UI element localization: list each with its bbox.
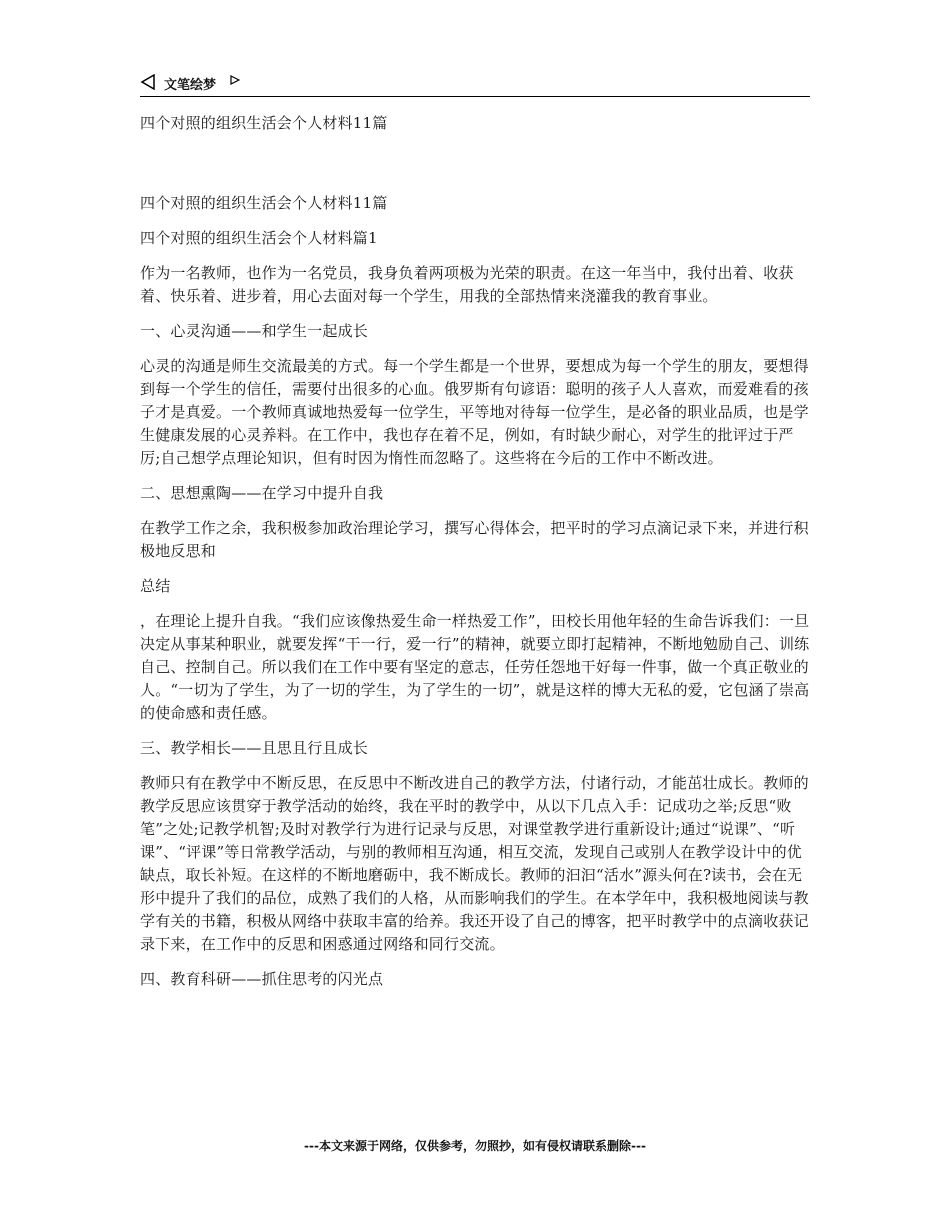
page-footer: ---本文来源于网络，仅供参考，勿照抄，如有侵权请联系删除--- bbox=[304, 1139, 646, 1153]
brand-name: 文笔绘梦 bbox=[164, 78, 217, 93]
section-heading-1: 一、心灵沟通——和学生一起成长 bbox=[140, 322, 369, 340]
paragraph-1: 心灵的沟通是师生交流最美的方式。每一个学生都是一个世界，要想成为每一个学生的朋友，要想得到每一个学生的信任，需要付出很多的心血。俄罗斯有句谚语：聪明的孩子人人喜欢，而爱难看的孩子才是真爱。一个教师真诚地热爱每一位学生，平等地对待每一位学生，是必备的职业品质，也是学生健康发展的心灵养料。在工作中，我也存在着不足，例如，有时缺少耐心，对学生的批评过于严厉;自己想学点理论知识，但有时因为惰性而忽略了。这些将在今后的工作中不断改进。 bbox=[140, 357, 809, 467]
document-subtitle: 四个对照的组织生活会个人材料篇1 bbox=[140, 229, 378, 247]
paragraph-intro: 作为一名教师，也作为一名党员，我身负着两项极为光荣的职责。在这一年当中，我付出着、收获着、快乐着、进步着，用心去面对每一个学生，用我的全部热情来浇灌我的教育事业。 bbox=[140, 264, 794, 305]
paragraph-2-word: 总结 bbox=[140, 577, 171, 595]
section-heading-3: 三、教学相长——且思且行且成长 bbox=[140, 739, 369, 757]
document-title: 四个对照的组织生活会个人材料11篇 bbox=[140, 194, 388, 212]
spacer bbox=[140, 147, 812, 192]
document-body bbox=[140, 112, 812, 1003]
paragraph-3: 教师只有在教学中不断反思，在反思中不断改进自己的教学方法，付诸行动，才能茁壮成长。教师的教学反思应该贯穿于教学活动的始终，我在平时的教学中，从以下几点入手：记成功之举;反思“败笔”之处;记教学机智;及时对教学行为进行记录与反思，对课堂教学进行重新设计;通过“说课”、“听课”、“评课”等日常教学活动，与别的教师相互沟通，相互交流，发现自己或别人在教学设计中的优缺点，取长补短。在这样的不断地磨砺中，我不断成长。教师的汩汩“活水”源头何在?读书，会在无形中提升了我们的品位，成熟了我们的人格，从而影响我们的学生。在本学年中，我积极地阅读与教学有关的书籍，积极从网络中获取丰富的给养。我还开设了自己的博客，把平时教学中的点滴收获记录下来，在工作中的反思和困惑通过网络和同行交流。 bbox=[140, 774, 809, 953]
paragraph-2-continued: ，在理论上提升自我。“我们应该像热爱生命一样热爱工作”，田校长用他年轻的生命告诉我们：一旦决定从事某种职业，就要发挥“干一行，爱一行”的精神，就要立即打起精神，不断地勉励自己、训练自己、控制自己。所以我们在工作中要有坚定的意志，任劳任怨地干好每一件事，做一个真正敬业的人。“一切为了学生，为了一切的学生，为了学生的一切”，就是这样的博大无私的爱，它包涵了崇高的使命感和责任感。 bbox=[140, 612, 810, 722]
paragraph-2: 在教学工作之余，我积极参加政治理论学习，撰写心得体会，把平时的学习点滴记录下来，并进行积极地反思和 bbox=[140, 519, 809, 560]
section-heading-2: 二、思想熏陶——在学习中提升自我 bbox=[140, 484, 384, 502]
triangle-right-icon bbox=[230, 75, 240, 85]
document-top-title: 四个对照的组织生活会个人材料11篇 bbox=[140, 114, 388, 132]
section-heading-4: 四、教育科研——抓住思考的闪光点 bbox=[140, 970, 384, 988]
page-header bbox=[140, 72, 810, 97]
triangle-left-icon bbox=[140, 74, 156, 90]
